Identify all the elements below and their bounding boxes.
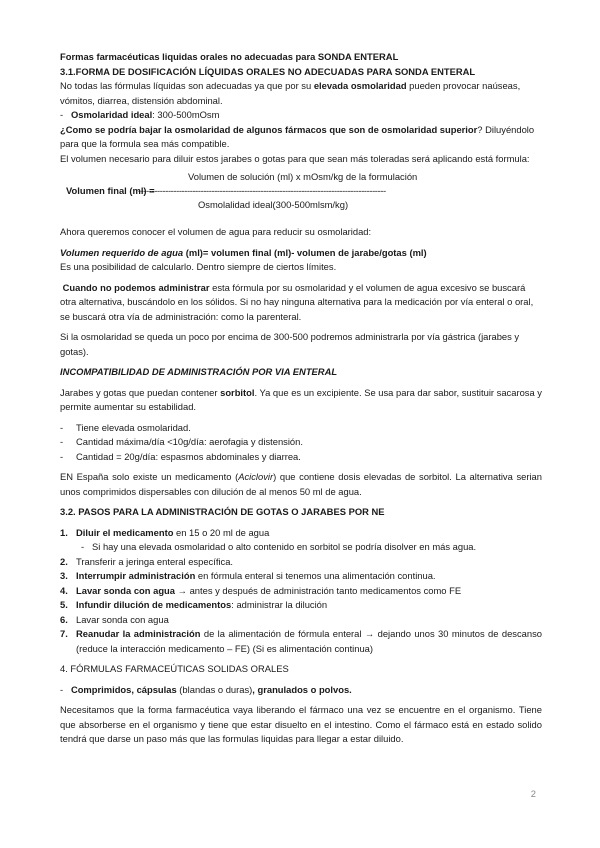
steps-list xyxy=(60,526,542,657)
document-page xyxy=(60,50,542,747)
step-item: 1. Diluir el medicamento en 15 o 20 ml de agua - Si hay una elevada osmolaridad o alto contenido en sorbitol se podría disolver en más agua. xyxy=(60,526,542,555)
paragraph-ahora: Ahora queremos conocer el volumen de agua para reducir su osmolaridad: xyxy=(60,226,372,237)
step-item: 7. Reanudar la administración de la alimentación de fórmula enteral → dejando unos 30 minutos de descanso (reduce la interacción medicamento – FE) (Si es alimentación continua) xyxy=(60,628,542,654)
main-heading: Formas farmacéuticas liquidas orales no adecuadas para SONDA ENTERAL xyxy=(60,51,399,62)
paragraph-si-osmolaridad: Si la osmolaridad se queda un poco por encima de 300-500 podremos administrarla por vía gástrica (jarabes y gotas). xyxy=(60,331,520,357)
section-3-2-heading: 3.2. PASOS PARA LA ADMINISTRACIÓN DE GOTAS O JARABES POR NE xyxy=(60,506,385,517)
volumen-requerido: Volumen requerido de agua (ml)= volumen final (ml)- volumen de jarabe/gotas (ml) xyxy=(60,246,427,258)
section-4-heading: 4. FÓRMULAS FARMACEÚTICAS SOLIDAS ORALES xyxy=(60,663,289,674)
formula-fraction-line: ------------------------------------------------------------------------------------------- xyxy=(138,185,386,196)
step-item: 3. Interrumpir administración en fórmula enteral si tenemos una alimentación continua. xyxy=(60,570,436,581)
solid-forms-line: - Comprimidos, cápsulas (blandas o duras), granulados o polvos. xyxy=(60,683,352,695)
paragraph-cuando: Cuando no podemos administrar esta fórmula por su osmolaridad y el volumen de agua excesivo se buscará otra alternativa, buscándolo en los sólidos. Si no hay ninguna alternativa para la medicación por vía enteral o oral, se buscará otra vía de administración: como la parenteral. xyxy=(60,281,534,322)
list-item: - Tiene elevada osmolaridad. xyxy=(60,421,542,436)
paragraph-posibilidad: Es una posibilidad de calcularlo. Dentro siempre de ciertos límites. xyxy=(60,261,337,272)
page-number: 2 xyxy=(530,788,536,799)
paragraph-espana: EN España solo existe un medicamento (Aciclovir) que contiene dosis elevadas de sorbitol. La alternativa serian unos comprimidos dispersables con dilución de al menos 50 ml de agua. xyxy=(60,471,542,497)
paragraph-volumen: El volumen necesario para diluir estos jarabes o gotas para que sean más toleradas será aplicando está formula: xyxy=(60,152,530,164)
step-item: 6. Lavar sonda con agua xyxy=(60,613,169,625)
paragraph-osmolaridad: No todas las fórmulas líquidas son adecuadas ya que por su elevada osmolaridad pueden provocar naúseas, vómitos, diarrea, distensión abdominal. xyxy=(60,80,521,106)
step-item: 2. Transferir a jeringa enteral específica. xyxy=(60,555,234,567)
step-item: 5. Infundir dilución de medicamentos: administrar la dilución xyxy=(60,599,328,610)
incompatibilidad-heading: INCOMPATIBILIDAD DE ADMINISTRACIÓN POR VIA ENTERAL xyxy=(60,366,338,377)
dilution-formula xyxy=(60,170,542,216)
paragraph-jarabes: Jarabes y gotas que puedan contener sorbitol. Ya que es un excipiente. Se usa para dar sabor, sustituir sacarosa y permite aumentar su estabilidad. xyxy=(60,386,542,412)
list-item: - Cantidad = 20g/día: espasmos abdominales y diarrea. xyxy=(60,450,542,465)
sorbitol-list xyxy=(60,421,542,465)
formula-denominator: Osmolalidad ideal(300-500mlsm/kg) xyxy=(198,199,349,210)
formula-numerator: Volumen de solución (ml) x mOsm/kg de la formulación xyxy=(188,171,418,182)
osmolaridad-ideal: - Osmolaridad ideal: 300-500mOsm xyxy=(60,109,220,120)
paragraph-final: Necesitamos que la forma farmacéutica vaya liberando el fármaco una vez se encuentre en el organismo. Tiene que absorberse en el organismo y tiene que estar disuelto en el intestino. Como el fármaco está en estado solido tendrá que darse un paso más que las formulas liquidas para llegar a estar diluido. xyxy=(60,704,542,744)
question-paragraph: ¿Como se podría bajar la osmolaridad de algunos fármacos que son de osmolaridad superior? Diluyéndolo para que la formula sea más compatible. xyxy=(60,123,535,149)
formula-lhs: Volumen final (ml) = xyxy=(66,185,155,196)
step-item: 4. Lavar sonda con agua → antes y después de administración tanto medicamentos como FE xyxy=(60,584,462,596)
list-item: - Cantidad máxima/día <10g/día: aerofagia y distensión. xyxy=(60,435,542,450)
step-1-sub-item: - Si hay una elevada osmolaridad o alto contenido en sorbitol se podría disolver en más agua. xyxy=(76,540,542,555)
section-3-1-heading: 3.1.FORMA DE DOSIFICACIÓN LÍQUIDAS ORALES NO ADECUADAS PARA SONDA ENTERAL xyxy=(60,65,476,77)
